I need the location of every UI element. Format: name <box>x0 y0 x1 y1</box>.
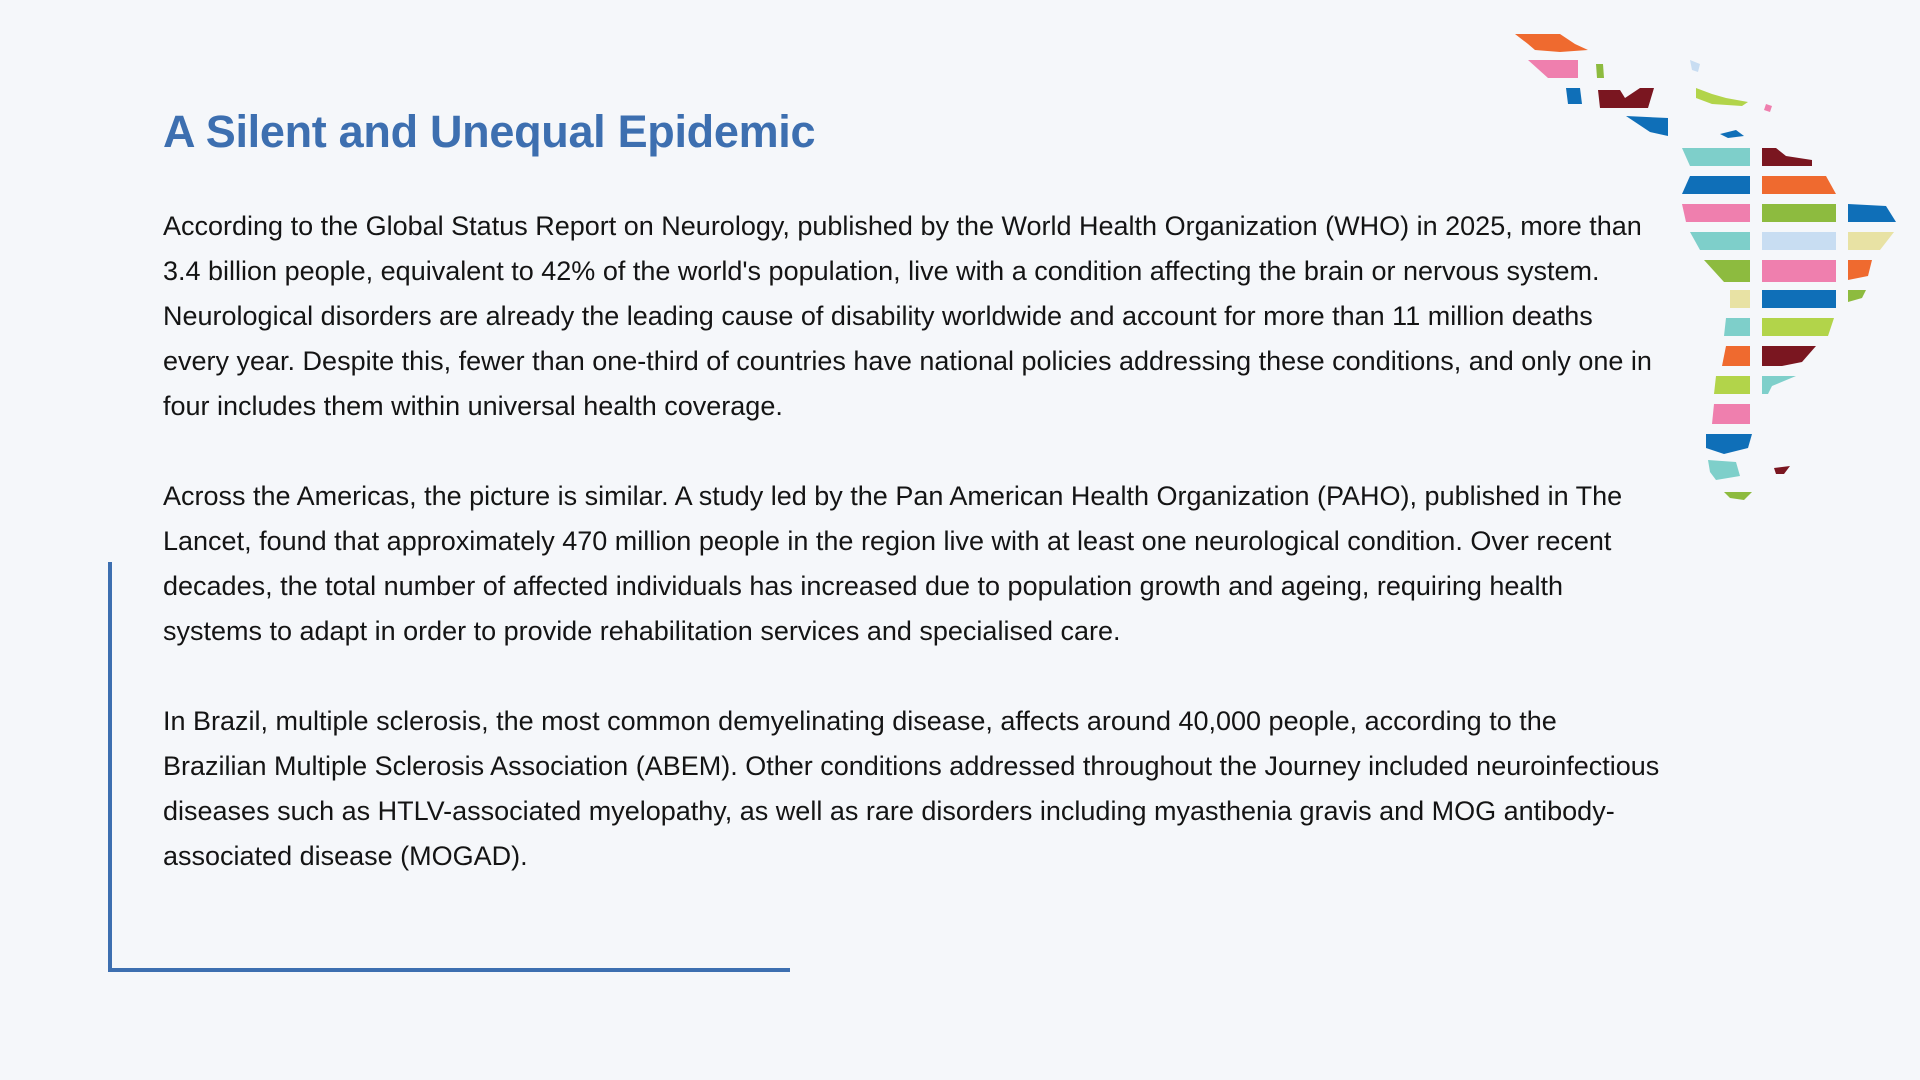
accent-bracket-vertical <box>108 562 112 972</box>
americas-map-stripes-icon <box>1500 20 1920 520</box>
paragraph-americas: Across the Americas, the picture is similar. A study led by the Pan American Health Organization (PAHO), published in The Lancet, found that approximately 470 million people in the region live with at least one neurological condition. Over recent decades, the total number of affected individuals has increased due to population growth and ageing, requiring health systems to adapt in order to provide rehabilitation services and specialised care. <box>163 481 1623 646</box>
page-title: A Silent and Unequal Epidemic <box>163 106 816 157</box>
paragraph-who-report: According to the Global Status Report on Neurology, published by the World Health Organization (WHO) in 2025, more than 3.4 billion people, equivalent to 42% of the world's population, live with a condition affecting the brain or nervous system. Neurological disorders are already the leading cause of disability worldwide and account for more than 11 million deaths every year. Despite this, fewer than one-third of countries have national policies addressing these conditions, and only one in four includes them within universal health coverage. <box>163 211 1652 421</box>
accent-bracket-horizontal <box>108 968 790 972</box>
paragraph-brazil: In Brazil, multiple sclerosis, the most common demyelinating disease, affects around 40,000 people, according to the Brazilian Multiple Sclerosis Association (ABEM). Other conditions addressed throughout the Journey included neuroinfectious diseases such as HTLV-associated myelopathy, as well as rare disorders including myasthenia gravis and MOG antibody-associated disease (MOGAD). <box>163 706 1660 871</box>
article-body <box>163 204 1663 924</box>
